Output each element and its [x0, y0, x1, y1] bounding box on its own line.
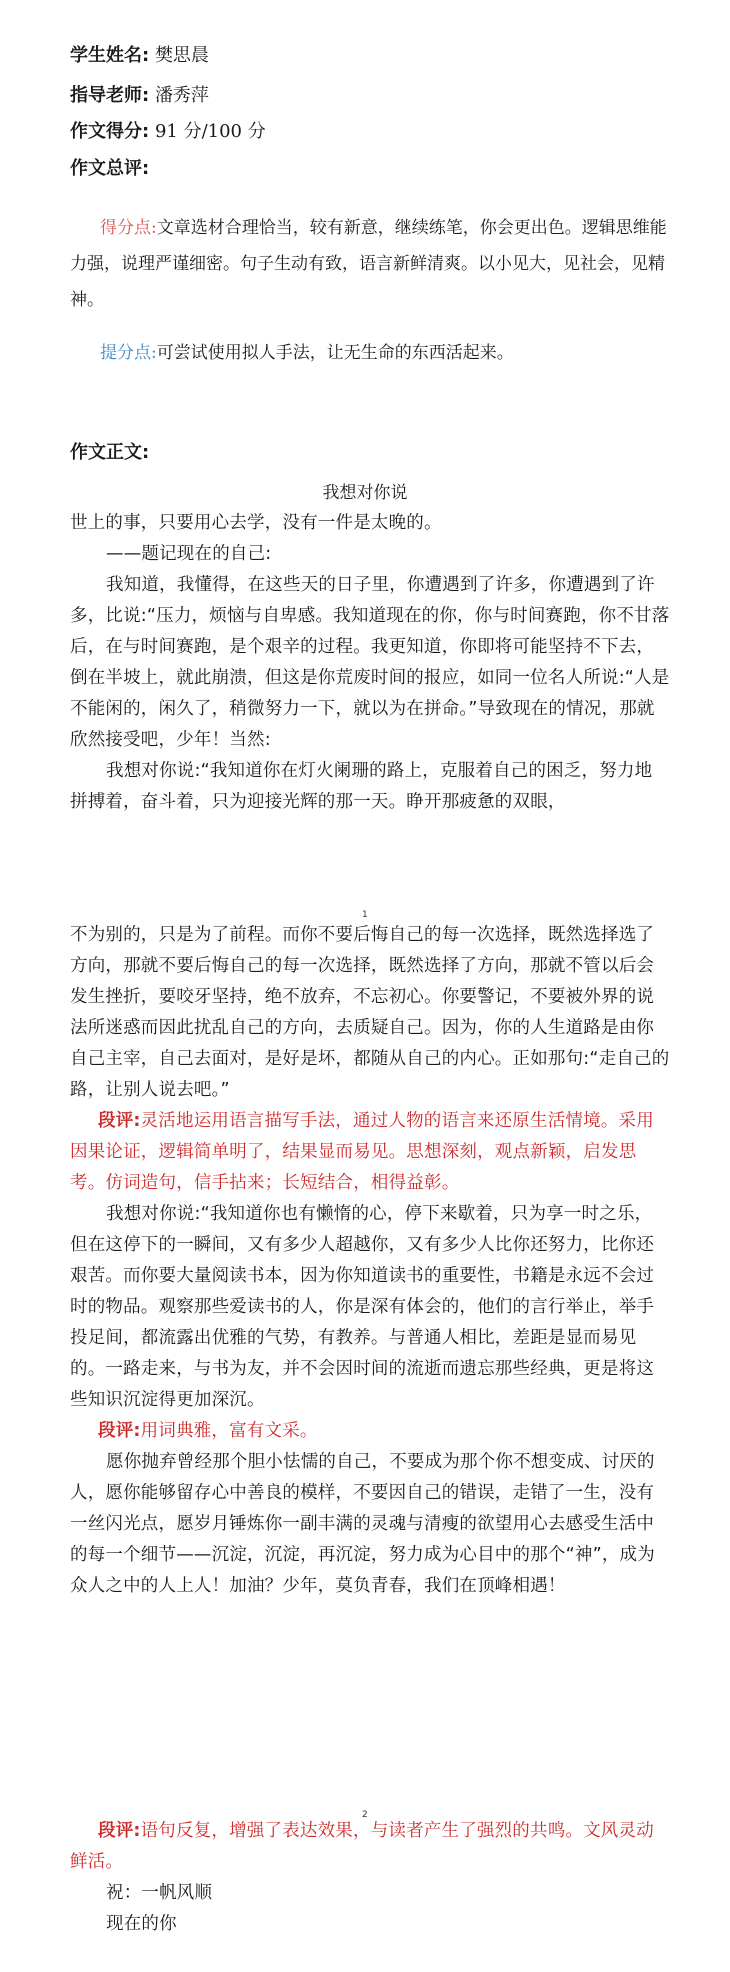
- essay-heading: 作文正文:: [70, 442, 150, 463]
- improve-text: 可尝试使用拟人手法，让无生命的东西活起来。: [156, 343, 514, 363]
- dedication: ——题记现在的自己:: [106, 544, 272, 564]
- paragraph-2b: 不为别的，只是为了前程。而你不要后悔自己的每一次选择，既然选择选了方向，那就不要后悔自己的每一次选择，既然选择了方向，那就不管以后会发生挫折，要咬牙坚持，绝不放弃，不忘初心。你要警记，不要被外界的说法所迷惑而因此扰乱自己的方向，去质疑自己。因为，你的人生道路是由你自己主宰，自己去面对，是好是坏，都随从自己的内心。正如那句:“走自己的路，让别人说去吧。”: [70, 925, 670, 1100]
- paragraph-comment-2: [70, 1416, 670, 1447]
- paragraph-comment-1: [70, 1106, 670, 1199]
- comment-3-label: 段评:: [98, 1821, 141, 1841]
- closing-wish: 祝：一帆风顺: [106, 1883, 213, 1903]
- paragraph-4: 愿你抛弃曾经那个胆小怯懦的自己，不要成为那个你不想变成、讨厌的人，愿你能够留存心中善良的模样，不要因自己的错误，走错了一生，没有一丝闪光点，愿岁月锤炼你一副丰满的灵魂与清瘦的欲望用心去感受生活中的每一个细节——沉淀，沉淀，再沉淀，努力成为心目中的那个“神”，成为众人之中的人上人！加油？少年，莫负青春，我们在顶峰相遇！: [70, 1452, 655, 1596]
- improve-tag: 提分点:: [100, 343, 157, 363]
- score-label: 作文得分:: [70, 121, 150, 142]
- score-value: 91 分/100 分: [154, 121, 266, 142]
- essay-body-part3: [70, 1816, 670, 1940]
- score-row: [70, 120, 266, 144]
- improve-paragraph: [70, 335, 670, 371]
- page-number-2: 2: [362, 1810, 368, 1820]
- student-name-row: [70, 44, 209, 68]
- merit-tag: 得分点:: [100, 218, 157, 238]
- paragraph-comment-3: [70, 1816, 670, 1878]
- comment-1-text: 灵活地运用语言描写手法，通过人物的语言来还原生活情境。采用因果论证，逻辑简单明了，结果显而易见。思想深刻，观点新颖，启发思考。仿词造句，信手拈来；长短结合，相得益彰。: [70, 1111, 654, 1193]
- teacher-value: 潘秀萍: [154, 85, 209, 106]
- comment-2-text: 用词典雅，富有文采。: [140, 1421, 318, 1441]
- comment-3-text: 语句反复，增强了表达效果，与读者产生了强烈的共鸣。文风灵动鲜活。: [70, 1821, 654, 1872]
- page-number-1: 1: [362, 910, 368, 920]
- essay-body-part1: [70, 508, 670, 818]
- paragraph-3: 我想对你说:“我知道你也有懒惰的心，停下来歇着，只为享一时之乐，但在这停下的一瞬间，又有多少人超越你，又有多少人比你还努力，比你还艰苦。而你要大量阅读书本，因为你知道读书的重要性，书籍是永远不会过时的物品。观察那些爱读书的人，你是深有体会的，他们的言行举止，举手投足间，都流露出优雅的气势，有教养。与普通人相比，差距是显而易见的。一路走来，与书为友，并不会因时间的流逝而遗忘那些经典，更是将这些知识沉淀得更加深沉。: [70, 1204, 655, 1410]
- essay-body-part2: [70, 920, 670, 1602]
- teacher-label: 指导老师:: [70, 85, 150, 106]
- student-name-value: 樊思晨: [154, 45, 209, 66]
- paragraph-1: 我知道，我懂得，在这些天的日子里，你遭遇到了许多，你遭遇到了许多，比说:“压力，烦恼与自卑感。我知道现在的你，你与时间赛跑，你不甘落后，在与时间赛跑，是个艰辛的过程。我更知道，你即将可能坚持不下去，倒在半坡上，就此崩溃，但这是你荒废时间的报应，如同一位名人所说:“人是不能闲的，闲久了，稍微努力一下，就以为在拼命。”导致现在的情况，那就欣然接受吧，少年！当然:: [70, 575, 670, 750]
- paragraph-2a: 我想对你说:“我知道你在灯火阑珊的路上，克服着自己的困乏，努力地拼搏着，奋斗着，只为迎接光辉的那一天。睁开那疲惫的双眼，: [70, 761, 653, 812]
- comment-1-label: 段评:: [98, 1111, 141, 1131]
- overall-review-label: 作文总评:: [70, 158, 150, 179]
- teacher-row: [70, 84, 209, 108]
- merit-text: 文章选材合理恰当，较有新意，继续练笔，你会更出色。逻辑思维能力强，说理严谨细密。句子生动有致，语言新鲜清爽。以小见大，见社会，见精神。: [70, 218, 667, 310]
- essay-title: 我想对你说: [322, 483, 408, 503]
- merit-paragraph: [70, 210, 670, 318]
- epigraph: 世上的事，只要用心去学，没有一件是太晚的。: [70, 513, 442, 533]
- student-name-label: 学生姓名:: [70, 45, 150, 66]
- comment-2-label: 段评:: [98, 1421, 141, 1441]
- overall-review-row: [70, 157, 149, 181]
- closing-signature: 现在的你: [106, 1914, 177, 1934]
